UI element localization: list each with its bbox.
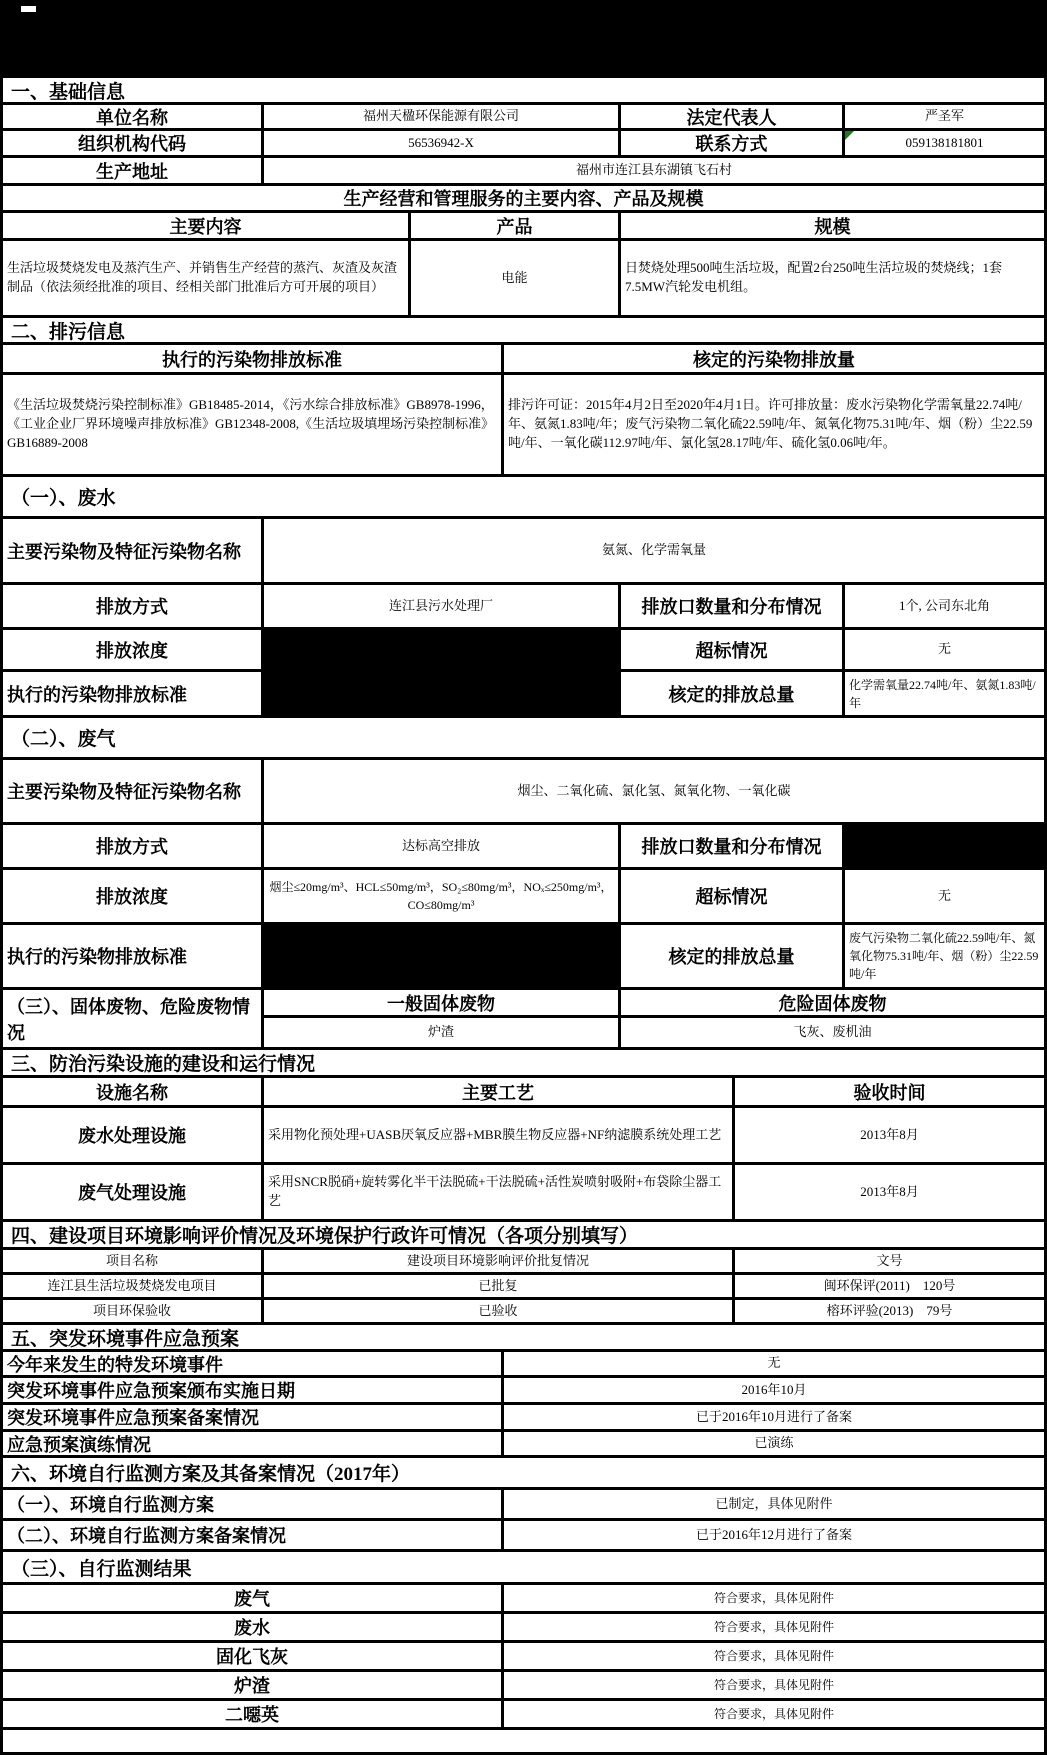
monitoring-record-value: 已于2016年12月进行了备案 bbox=[695, 1526, 852, 1542]
emergency-row-label: 今年来发生的特发环境事件 bbox=[3, 1352, 504, 1375]
ww-pollutants-value: 氨氮、化学需氧量 bbox=[601, 542, 706, 558]
subsection-title-monitoring-results: （三）、自行监测结果 bbox=[11, 1558, 192, 1580]
wg-standard-redacted bbox=[264, 925, 621, 987]
section-title-self-monitoring: 六、环境自行监测方案及其备案情况（2017年） bbox=[11, 1464, 411, 1485]
facility-process-header: 主要工艺 bbox=[264, 1078, 735, 1105]
product-header: 产品 bbox=[411, 213, 621, 238]
emergency-row-label: 应急预案演练情况 bbox=[3, 1432, 504, 1455]
general-solid-value: 炉渣 bbox=[264, 1018, 621, 1047]
wg-method-value: 达标高空排放 bbox=[264, 825, 621, 867]
ww-concentration-redacted bbox=[264, 630, 621, 669]
wg-outlets-label: 排放口数量和分布情况 bbox=[621, 825, 845, 867]
unit-name-value: 福州天楹环保能源有限公司 bbox=[264, 105, 621, 128]
result-row-value: 符合要求，具体见附件 bbox=[713, 1707, 834, 1721]
subsection-title-wastegas: （二）、废气 bbox=[11, 729, 116, 750]
section-title-facilities: 三、防治污染设施的建设和运行情况 bbox=[11, 1054, 316, 1075]
wg-pollutants-label: 主要污染物及特征污染物名称 bbox=[3, 760, 264, 822]
facility-row-name: 废水处理设施 bbox=[3, 1108, 264, 1162]
legal-rep-value: 严圣军 bbox=[924, 108, 964, 124]
facility-row-date: 2013年8月 bbox=[860, 1126, 919, 1142]
org-code-value: 56536942-X bbox=[264, 131, 621, 155]
address-value: 福州市连江县东湖镇飞石村 bbox=[575, 162, 732, 178]
discharge-quota-header: 核定的污染物排放量 bbox=[693, 349, 855, 370]
ww-concentration-label: 排放浓度 bbox=[3, 630, 264, 669]
ww-total-label: 核定的排放总量 bbox=[621, 672, 845, 715]
org-code-label: 组织机构代码 bbox=[3, 131, 264, 155]
emergency-row-label: 突发环境事件应急预案颁布实施日期 bbox=[3, 1378, 504, 1402]
empty-row bbox=[3, 1730, 1044, 1752]
product-value: 电能 bbox=[411, 241, 621, 315]
section-title-eia: 四、建设项目环境影响评价情况及环境保护行政许可情况（各项分别填写） bbox=[11, 1226, 639, 1247]
result-row-value: 符合要求，具体见附件 bbox=[713, 1620, 834, 1634]
solid-waste-label: （三）、固体废物、危险废物情况 bbox=[3, 990, 264, 1047]
emergency-row-value: 2016年10月 bbox=[741, 1381, 807, 1397]
result-row-label: 废气 bbox=[3, 1585, 504, 1611]
scale-header: 规模 bbox=[814, 216, 851, 237]
eia-name-header: 项目名称 bbox=[3, 1250, 264, 1272]
wg-standard-label: 执行的污染物排放标准 bbox=[3, 925, 264, 987]
contact-number: 059138181801 bbox=[905, 134, 984, 150]
hazard-solid-header: 危险固体废物 bbox=[778, 993, 887, 1014]
eia-row-name: 项目环保验收 bbox=[3, 1300, 264, 1322]
eia-approval-header: 建设项目环境影响评价批复情况 bbox=[264, 1250, 735, 1272]
business-scope-title: 生产经营和管理服务的主要内容、产品及规模 bbox=[343, 189, 704, 209]
ww-outlets-value: 1个, 公司东北角 bbox=[898, 597, 990, 613]
monitoring-plan-value: 已制定，具体见附件 bbox=[715, 1495, 833, 1511]
hazard-solid-value: 飞灰、废机油 bbox=[793, 1024, 872, 1040]
cell-corner-indicator-icon bbox=[845, 131, 854, 140]
facility-row-date: 2013年8月 bbox=[860, 1183, 919, 1199]
eia-row-status: 已批复 bbox=[264, 1275, 735, 1297]
section-title-discharge-info: 二、排污信息 bbox=[11, 321, 126, 342]
facility-row-process: 采用SNCR脱硝+旋转雾化半干法脱硫+干法脱硫+活性炭喷射吸附+布袋除尘器工艺 bbox=[264, 1165, 735, 1219]
facility-accept-header: 验收时间 bbox=[853, 1082, 926, 1103]
result-row-value: 符合要求，具体见附件 bbox=[713, 1678, 834, 1692]
wg-pollutants-value: 烟尘、二氧化硫、氯化氢、氮氧化物、一氧化碳 bbox=[517, 782, 791, 798]
unit-name-label: 单位名称 bbox=[3, 105, 264, 128]
ww-method-label: 排放方式 bbox=[3, 585, 264, 627]
emergency-row-value: 已于2016年10月进行了备案 bbox=[695, 1408, 852, 1424]
result-row-label: 固化飞灰 bbox=[3, 1643, 504, 1669]
ww-pollutants-label: 主要污染物及特征污染物名称 bbox=[3, 519, 264, 582]
emergency-row-label: 突发环境事件应急预案备案情况 bbox=[3, 1405, 504, 1429]
wg-exceed-label: 超标情况 bbox=[621, 870, 845, 922]
wg-method-label: 排放方式 bbox=[3, 825, 264, 867]
legal-rep-label: 法定代表人 bbox=[621, 105, 845, 128]
address-label: 生产地址 bbox=[3, 158, 264, 183]
wg-concentration-value: 烟尘≤20mg/m³、HCL≤50mg/m³，SO₂≤80mg/m³，NOₓ≤250mg/m³，CO≤80mg/m³ bbox=[264, 870, 621, 922]
facility-name-header: 设施名称 bbox=[3, 1078, 264, 1105]
emergency-row-value: 已演练 bbox=[754, 1435, 794, 1451]
section-title-emergency: 五、突发环境事件应急预案 bbox=[11, 1328, 240, 1349]
result-row-label: 炉渣 bbox=[3, 1672, 504, 1698]
wg-outlets-redacted bbox=[845, 825, 1044, 867]
wg-total-value: 废气污染物二氧化硫22.59吨/年、氮氧化物75.31吨/年、烟（粉）尘22.59吨/年 bbox=[849, 931, 1039, 981]
ww-exceed-value: 无 bbox=[937, 641, 951, 657]
result-row-label: 二噁英 bbox=[3, 1701, 504, 1727]
result-row-value: 符合要求，具体见附件 bbox=[713, 1649, 834, 1663]
discharge-standard-text: 《生活垃圾焚烧污染控制标准》GB18485-2014，《污水综合排放标准》GB8978-1996，《工业企业厂界环境噪声排放标准》GB12348-2008,《生活垃圾填埋场污染控制标准》GB16889-2008 bbox=[3, 375, 504, 474]
ww-standard-redacted bbox=[264, 672, 621, 715]
facility-row-name: 废气处理设施 bbox=[3, 1165, 264, 1219]
redaction-artifact bbox=[21, 6, 36, 12]
eia-row-name: 连江县生活垃圾焚烧发电项目 bbox=[3, 1275, 264, 1297]
wg-concentration-label: 排放浓度 bbox=[3, 870, 264, 922]
eia-row-doc: 榕环评验(2013) 79号 bbox=[826, 1302, 953, 1318]
discharge-quota-text: 排污许可证：2015年4月2日至2020年4月1日。许可排放量：废水污染物化学需氧量22.74吨/年、氨氮1.83吨/年；废气污染物二氧化硫22.59吨/年、氮氧化物75.31吨/年、烟（粉）尘22.59吨/年、一氧化碳112.97吨/年、氯化氢28.17吨/年、硫化氢0.06吨/年。 bbox=[508, 397, 1033, 450]
result-row-label: 废水 bbox=[3, 1614, 504, 1640]
scale-value: 日焚烧处理500吨生活垃圾，配置2台250吨生活垃圾的焚烧线；1套7.5MW汽轮发电机组。 bbox=[625, 260, 1003, 294]
ww-method-value: 连江县污水处理厂 bbox=[264, 585, 621, 627]
main-content-value: 生活垃圾焚烧发电及蒸汽生产、并销售生产经营的蒸汽、灰渣及灰渣制品（依法须经批准的项目、经相关部门批准后方可开展的项目） bbox=[3, 241, 411, 315]
eia-doc-header: 文号 bbox=[876, 1252, 903, 1268]
ww-standard-label: 执行的污染物排放标准 bbox=[3, 672, 264, 715]
emergency-row-value: 无 bbox=[767, 1355, 781, 1371]
eia-row-doc: 闽环保评(2011) 120号 bbox=[823, 1277, 956, 1293]
result-row-value: 符合要求，具体见附件 bbox=[713, 1591, 834, 1605]
main-content-header: 主要内容 bbox=[3, 213, 411, 238]
section-title-basic-info: 一、基础信息 bbox=[11, 81, 126, 102]
general-solid-header: 一般固体废物 bbox=[264, 990, 621, 1015]
subsection-title-wastewater: （一）、废水 bbox=[11, 488, 116, 509]
wg-exceed-value: 无 bbox=[937, 887, 951, 903]
monitoring-plan-label: （一）、环境自行监测方案 bbox=[3, 1490, 504, 1518]
wg-total-label: 核定的排放总量 bbox=[621, 925, 845, 987]
monitoring-record-label: （二）、环境自行监测方案备案情况 bbox=[3, 1521, 504, 1549]
facility-row-process: 采用物化预处理+UASB厌氧反应器+MBR膜生物反应器+NF纳滤膜系统处理工艺 bbox=[264, 1108, 735, 1162]
ww-total-value: 化学需氧量22.74吨/年、氨氮1.83吨/年 bbox=[849, 677, 1036, 710]
contact-label: 联系方式 bbox=[621, 131, 845, 155]
ww-exceed-label: 超标情况 bbox=[621, 630, 845, 669]
redacted-title-block bbox=[0, 0, 1047, 78]
ww-outlets-label: 排放口数量和分布情况 bbox=[621, 585, 845, 627]
discharge-standard-header: 执行的污染物排放标准 bbox=[3, 345, 504, 372]
contact-value bbox=[845, 131, 1044, 155]
eia-row-status: 已验收 bbox=[264, 1300, 735, 1322]
